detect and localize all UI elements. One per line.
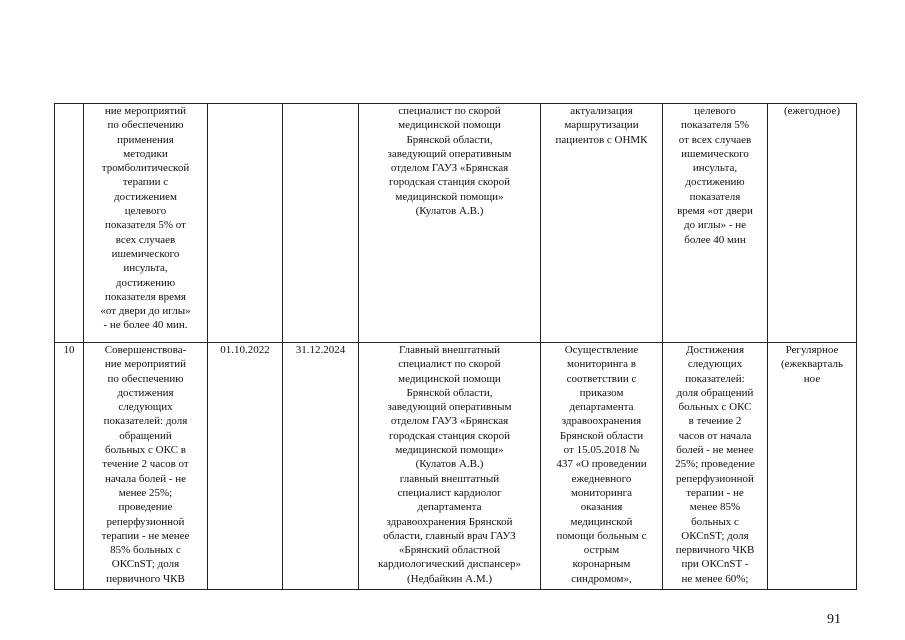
table-row <box>55 104 857 343</box>
start-date-cell: 01.10.2022 <box>208 343 283 590</box>
end-date-cell: 31.12.2024 <box>283 343 359 590</box>
row-number-cell <box>55 104 84 343</box>
result-cell: целевого показателя 5% от всех случаев ишемического инсульта, достижению показателя время «от двери до иглы» - не более 40 мин <box>663 104 768 343</box>
responsible-cell: специалист по скорой медицинской помощи Брянской области, заведующий оперативным отделом ГАУЗ «Брянская городская станция скорой медицинской помощи» (Кулатов А.В.) <box>359 104 541 343</box>
periodicity-cell: Регулярное (ежекварталь ное <box>768 343 857 590</box>
measure-cell: Совершенствова- ние мероприятий по обеспечению достижения следующих показателей: доля обращений больных с ОКС в течение 2 часов от начала болей - не менее 25%; проведение реперфузионной терапии - не менее 85% больных с ОКСnST; доля первичного ЧКВ <box>84 343 208 590</box>
page-number: 91 <box>827 612 841 627</box>
end-date-cell <box>283 104 359 343</box>
measure-cell: ние мероприятий по обеспечению применения методики тромболитической терапии с достижением целевого показателя 5% от всех случаев ишемического инсульта, достижению показателя время «от двери до иглы» - не более 40 мин. <box>84 104 208 343</box>
periodicity-cell: (ежегодное) <box>768 104 857 343</box>
characteristic-cell: Осуществление мониторинга в соответствии с приказом департамента здравоохранения Брянской области от 15.05.2018 № 437 «О проведении ежедневного мониторинга оказания медицинской помощи больным с острым коронарным синдромом», <box>541 343 663 590</box>
result-cell: Достижения следующих показателей: доля обращений больных с ОКС в течение 2 часов от начала болей - не менее 25%; проведение реперфузионной терапии - не менее 85% больных с ОКСnST; доля первичного ЧКВ при ОКСnST - не менее 60%; <box>663 343 768 590</box>
table-row <box>55 343 857 590</box>
row-number-cell: 10 <box>55 343 84 590</box>
responsible-cell: Главный внештатный специалист по скорой медицинской помощи Брянской области, заведующий оперативным отделом ГАУЗ «Брянская городская станция скорой медицинской помощи» (Кулатов А.В.) главный внештатный специалист кардиолог департамента здравоохранения Брянской области, главный врач ГАУЗ «Брянский областной кардиологический диспансер» (Недбайкин А.М.) <box>359 343 541 590</box>
start-date-cell <box>208 104 283 343</box>
measures-table <box>54 103 857 590</box>
characteristic-cell: актуализация маршрутизации пациентов с ОНМК <box>541 104 663 343</box>
